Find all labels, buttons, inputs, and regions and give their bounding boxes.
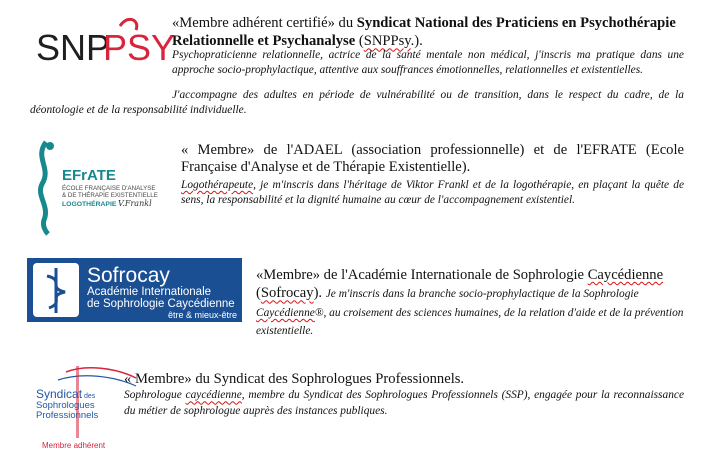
entry-sofrocay-paren: ( [256,285,261,302]
entry-snppsy-desc-inline: Psychopraticienne relationnelle, actrice de la santé mentale non médical, j'inscris ma pratique dans une approche socio-prophylactique, attentive aux souffrances émotionnelles, relationnelles et existentielles. [172,49,684,77]
sofrocay-logo-line2: de Sophrologie Caycédienne [87,298,235,310]
entry-snppsy-org-name: Syndicat National des Praticiens en Psychothérapie Relationnelle et Psychanalyse [172,15,676,50]
entry-sofrocay-desc-pre: Je m'inscris dans la branche socio-prophylactique de la Sophrologie [325,288,639,301]
sofrocay-logo-name: Sofrocay [87,264,170,287]
efrate-logo-line1: ÉCOLE FRANÇAISE D'ANALYSE [62,185,156,192]
snppsy-logo-snp: SNP [36,27,111,68]
efrate-logo-signature: V.Frankl [118,199,152,208]
entry-snppsy-acronym: SNPPsy [363,33,411,50]
entry-ssp-title: « Membre» du Syndicat des Sophrologues Professionnels. [124,371,465,387]
entry-adael [181,142,684,208]
sofrocay-logo [27,258,242,322]
efrate-logo-head [46,142,54,150]
ssp-logo-footer: Membre adhérent [42,441,106,450]
entry-sofrocay-title-prefix: «Membre» de l'Académie Internationale de Sophrologie [256,267,588,283]
entry-ssp [124,371,684,419]
efrate-logo-figure [40,142,48,234]
efrate-logo-line2: & DE THÉRAPIE EXISTENTIELLE [62,192,158,199]
entry-ssp-desc-word: caycédienne [185,389,242,402]
entry-snppsy-desc-full: J'accompagne des adultes en période de vulnérabilité ou de transition, dans le respect du cadre, de la déontologie et de la responsabilité individuelle. [30,89,684,117]
ssp-logo-line1: Syndicat [36,387,83,401]
snppsy-logo-psy: PSY [103,27,176,68]
ssp-logo-line1b: des [84,393,96,400]
snppsy-logo [36,16,176,84]
entry-adael-desc-word: Logothérapeute [181,178,254,191]
entry-sofrocay-acronym: Sofrocay [260,285,314,302]
entry-adael-title: « Membre» de l'ADAEL (association professionnelle) et de l'EFRATE (Ecole Française d'Analyse et de Thérapie Existentielle). [181,142,684,176]
entry-snppsy-title [172,15,676,49]
entry-sofrocay-title-word: Caycédienne [587,267,664,283]
entry-snppsy [172,14,684,51]
entry-snppsy-description-full [30,88,684,118]
sofrocay-logo-line1: Académie Internationale [87,286,212,298]
entry-adael-description [181,178,684,208]
entry-snppsy-title-prefix: «Membre adhérent certifié» du [172,15,357,31]
entry-snppsy-paren: ( [355,33,364,50]
entry-sofrocay [256,266,684,339]
entry-ssp-desc-pre: Sophrologue [124,389,186,402]
entry-ssp-desc-post: , membre du Syndicat des Sophrologues Professionnels (SSP), engagée pour la reconnaissance du métier de sophrologue auprès des instances publiques. [124,389,684,417]
efrate-logo [32,140,160,234]
sofrocay-logo-tagline: être & mieux-être [167,310,237,320]
entry-ssp-description [124,388,684,418]
entry-sofrocay-desc-word: Caycédienne [256,306,315,319]
entry-snppsy-description [172,48,684,78]
ssp-logo-line2: Sophrologues [36,400,95,411]
ssp-logo-line3: Professionnels [36,410,99,421]
efrate-logo-title: EFrATE [62,167,116,184]
entry-adael-desc-rest: , je m'inscris dans l'héritage de Viktor Frankl et de la logothérapie, en plaçant la quête de sens, la responsabilité et la dignité humaine au cœur de l'accompagnement existentiel. [181,178,684,207]
efrate-logo-line3: LOGOTHÉRAPIE [62,201,117,208]
entry-snppsy-title-end: .). [410,33,423,50]
entry-sofrocay-title-end: ). [313,285,326,302]
entry-sofrocay-desc-post: ®, au croisement des sciences humaines, de la relation d'aide et de la prévention existentielle. [256,306,684,338]
ssp-logo [36,362,138,454]
